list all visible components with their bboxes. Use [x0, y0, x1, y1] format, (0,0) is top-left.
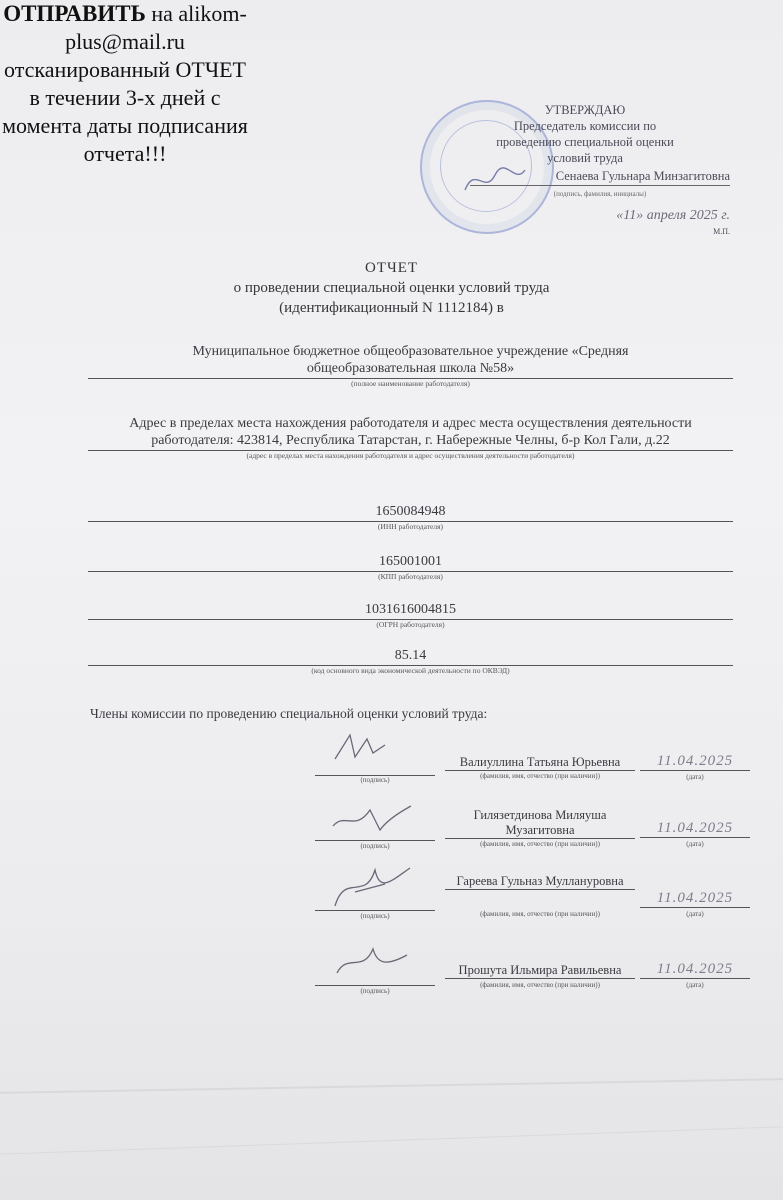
inn-field: [88, 503, 733, 532]
send-note-bold: ОТПРАВИТЬ: [3, 1, 146, 26]
signature-line: [315, 800, 435, 841]
ogrn-caption: (ОГРН работодателя): [376, 620, 445, 629]
member-name: Гилязетдинова Миляуша Музагитовна: [445, 808, 635, 839]
employer-address: Адрес в пределах места нахождения работодателя и адрес места осуществления деятельности работодателя: 423814, Республика Татарстан, г. Набережные Челны, б-р Кол Гали, д.22: [88, 415, 733, 451]
member-name-caption: (фамилия, имя, отчество (при наличии)): [480, 910, 600, 918]
member-date: 11.04.2025: [640, 961, 750, 979]
member-name: Прошута Ильмира Равильевна: [445, 963, 635, 979]
member-name: Гареева Гульназ Муллануровна: [445, 874, 635, 890]
signature-icon: [325, 862, 415, 912]
approval-position: проведению специальной оценки: [496, 135, 674, 149]
signature-icon: [325, 792, 415, 836]
chairman-signature: [460, 160, 530, 200]
report-id-line: (идентификационный N 1112184) в: [279, 300, 504, 316]
signature-line: [315, 735, 435, 776]
member-date: 11.04.2025: [640, 890, 750, 908]
approval-name-caption: (подпись, фамилия, инициалы): [553, 190, 647, 198]
approval-position: условий труда: [547, 151, 623, 165]
ogrn-value: 1031616004815: [88, 601, 733, 620]
member-row: [310, 870, 750, 930]
approval-position: Председатель комиссии по: [513, 119, 657, 133]
okved-caption: (код основного вида экономической деятельности по ОКВЭД): [311, 666, 510, 675]
signature-icon: [325, 727, 395, 767]
signature-caption: (подпись): [360, 776, 390, 784]
signature-line: [315, 870, 435, 911]
inn-caption: (ИНН работодателя): [377, 522, 444, 531]
employer-name: Муниципальное бюджетное общеобразовательное учреждение «Средняя общеобразовательная школа №58»: [88, 343, 733, 379]
members-title: Члены комиссии по проведению специальной оценки условий труда:: [90, 706, 488, 721]
employer-address-caption: (адрес в пределах места нахождения работодателя и адрес осуществления деятельности работодателя): [246, 451, 575, 460]
okved-value: 85.14: [88, 647, 733, 666]
signature-icon: [325, 937, 415, 981]
inn-value: 1650084948: [88, 503, 733, 522]
signature-caption: (подпись): [360, 987, 390, 995]
member-name-caption: (фамилия, имя, отчество (при наличии)): [480, 840, 600, 848]
signature-caption: (подпись): [360, 842, 390, 850]
paper-fold: [0, 1078, 783, 1094]
approval-mp: М.П.: [713, 227, 730, 236]
approval-date: «11» апреля 2025 г.: [616, 208, 730, 223]
kpp-value: 165001001: [88, 553, 733, 572]
member-name-caption: (фамилия, имя, отчество (при наличии)): [480, 981, 600, 989]
member-date: 11.04.2025: [640, 753, 750, 771]
member-date-caption: (дата): [686, 840, 704, 848]
member-row: [310, 800, 750, 860]
report-title: ОТЧЕТ: [364, 260, 419, 276]
member-date-caption: (дата): [686, 773, 704, 781]
member-row: [310, 945, 750, 1005]
kpp-field: [88, 553, 733, 582]
kpp-caption: (КПП работодателя): [378, 572, 443, 581]
employer-name-caption: (полное наименование работодателя): [351, 379, 470, 388]
approval-chairman-name: Сенаева Гульнара Минзагитовна: [470, 168, 730, 186]
member-date-caption: (дата): [686, 910, 704, 918]
send-note-text: на alikom-plus@mail.ru отсканированный ОТЧЕТ в течении 3-х дней с момента даты подписания отчета!!!: [2, 1, 248, 166]
paper-fold: [0, 1126, 783, 1154]
signature-line: [315, 945, 435, 986]
member-name-caption: (фамилия, имя, отчество (при наличии)): [480, 772, 600, 780]
report-title-block: [0, 258, 783, 318]
employer-name-field: [88, 343, 733, 389]
member-name: Валиуллина Татьяна Юрьевна: [445, 755, 635, 771]
employer-address-field: [88, 415, 733, 461]
report-subtitle: о проведении специальной оценки условий труда: [233, 280, 550, 296]
member-date-caption: (дата): [686, 981, 704, 989]
signature-caption: (подпись): [360, 912, 390, 920]
okved-field: [88, 647, 733, 676]
member-row: [310, 735, 750, 795]
approval-heading: УТВЕРЖДАЮ: [544, 103, 626, 117]
ogrn-field: [88, 601, 733, 630]
member-date: 11.04.2025: [640, 820, 750, 838]
send-instruction-note: [0, 0, 250, 168]
